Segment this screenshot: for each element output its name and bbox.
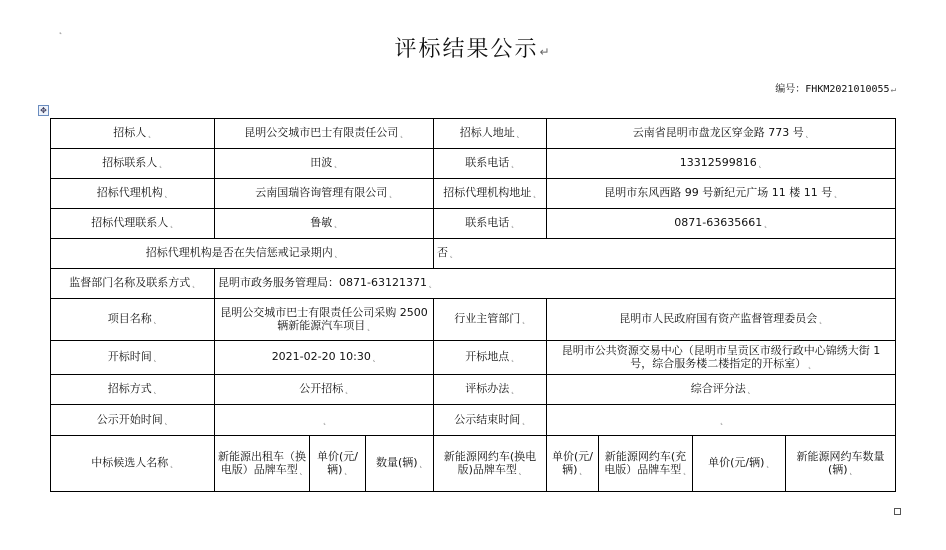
supervisor-label: 监督部门名称及联系方式˛ [51, 269, 215, 299]
pub-end-label: 公示结束时间˛ [434, 405, 547, 436]
agency-contact-label: 招标代理联系人˛ [51, 209, 215, 239]
agency-address-value: 昆明市东风西路 99 号新纪元广场 11 楼 11 号˛ [547, 179, 896, 209]
candidate-col-ridehail-swap-model: 新能源网约车(换电版)品牌车型˛ [434, 436, 547, 492]
table-row [51, 149, 896, 179]
industry-label: 行业主管部门˛ [434, 299, 547, 341]
table-row [51, 119, 896, 149]
phone-label: 联系电话˛ [434, 149, 547, 179]
dishonest-label: 招标代理机构是否在失信惩戒记录期内˛ [51, 239, 434, 269]
contact-label: 招标联系人˛ [51, 149, 215, 179]
open-place-value: 昆明市公共资源交易中心（昆明市呈贡区市级行政中心锦绣大街 1 号，综合服务楼二楼指定的开标室）˛ [547, 341, 896, 375]
phone-value: 13312599816˛ [547, 149, 896, 179]
table-row [51, 341, 896, 375]
agency-address-label: 招标代理机构地址˛ [434, 179, 547, 209]
agency-label: 招标代理机构˛ [51, 179, 215, 209]
pub-start-label: 公示开始时间˛ [51, 405, 215, 436]
title-text: 评标结果公示 [394, 37, 539, 62]
candidate-col-taxi-qty: 数量(辆)˛ [366, 436, 434, 492]
candidate-col-ridehail-swap-price: 单价(元/辆)˛ [547, 436, 599, 492]
industry-value: 昆明市人民政府国有资产监督管理委员会˛ [547, 299, 896, 341]
project-label: 项目名称˛ [51, 299, 215, 341]
pub-start-value: ˛ [215, 405, 434, 436]
table-row [51, 179, 896, 209]
candidate-label: 中标候选人名称˛ [51, 436, 215, 492]
table-row [51, 209, 896, 239]
eval-label: 评标办法˛ [434, 375, 547, 405]
open-place-label: 开标地点˛ [434, 341, 547, 375]
corner-mark: ˛ [58, 24, 63, 35]
table-row [51, 375, 896, 405]
tenderer-label: 招标人˛ [51, 119, 215, 149]
page-title [0, 32, 946, 63]
agency-phone-value: 0871-63635661˛ [547, 209, 896, 239]
contact-value: 田波˛ [215, 149, 434, 179]
agency-phone-label: 联系电话˛ [434, 209, 547, 239]
candidate-col-taxi-model: 新能源出租车（换电版）品牌车型˛ [215, 436, 310, 492]
agency-contact-value: 鲁敏˛ [215, 209, 434, 239]
method-value: 公开招标˛ [215, 375, 434, 405]
document-number-text: 编号：FHKM2021010055 [775, 84, 890, 95]
open-time-value: 2021-02-20 10:30˛ [215, 341, 434, 375]
paragraph-mark: ↵ [539, 45, 552, 59]
candidate-col-taxi-price: 单价(元/辆)˛ [310, 436, 366, 492]
candidate-col-ridehail-charge-price: 单价(元/辆)˛ [693, 436, 786, 492]
agency-value: 云南国瑞咨询管理有限公司˛ [215, 179, 434, 209]
project-value: 昆明公交城市巴士有限责任公司采购 2500 辆新能源汽车项目˛ [215, 299, 434, 341]
tenderer-address-label: 招标人地址˛ [434, 119, 547, 149]
document-number [775, 80, 896, 95]
table-row [51, 405, 896, 436]
tenderer-value: 昆明公交城市巴士有限责任公司˛ [215, 119, 434, 149]
dishonest-value: 否˛ [434, 239, 896, 269]
method-label: 招标方式˛ [51, 375, 215, 405]
tenderer-address-value: 云南省昆明市盘龙区穿金路 773 号˛ [547, 119, 896, 149]
open-time-label: 开标时间˛ [51, 341, 215, 375]
table-move-handle-icon[interactable]: ✥ [38, 105, 49, 116]
pub-end-value: ˛ [547, 405, 896, 436]
table-row [51, 299, 896, 341]
supervisor-value: 昆明市政务服务管理局：0871-63121371˛ [215, 269, 896, 299]
table-row [51, 269, 896, 299]
result-table [50, 118, 896, 492]
table-row [51, 239, 896, 269]
table-row [51, 436, 896, 492]
paragraph-mark: ↵ [890, 85, 896, 95]
candidate-col-ridehail-qty: 新能源网约车数量(辆)˛ [786, 436, 896, 492]
candidate-col-ridehail-charge-model: 新能源网约车(充电版）品牌车型˛ [599, 436, 693, 492]
table-resize-handle[interactable] [894, 508, 901, 515]
eval-value: 综合评分法˛ [547, 375, 896, 405]
